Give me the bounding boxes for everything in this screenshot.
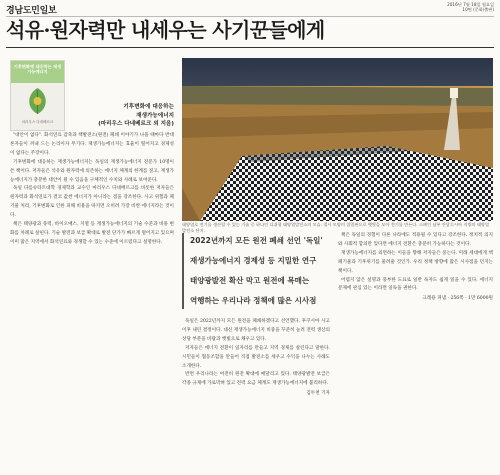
paragraph: "대안이 없다". 화석연료 감축과 핵발전소(원전) 폐쇄 이야기가 나올 때마다 반대론자들이 꺼내 드는 논리이자 무기다. 재생가능에너지는 효율이 떨어지고 경제성이 없다는 주장이다. (10, 133, 174, 156)
headline-rule (6, 47, 494, 48)
paragraph: 기후변화에 대응하는 재생가능에너지는 독일의 재생가능에너지 전문가 10명이 쓴 책이다. 저자들은 석유와 원자력에 의존하는 에너지 체계의 한계를 짚고, 재생가능에너지가 충분한 대안이 될 수 있음을 구체적인 수치와 사례로 보여준다. (10, 159, 174, 183)
book-cover-author: 마리우스 다네베르크 (21, 120, 54, 124)
article-column-2 (182, 318, 330, 472)
book-publication-info: 크레용 펴냄 · 256쪽 · 1만 6000원 (422, 296, 493, 302)
paragraph: 재생가능에너지를 외면하는 이들을 향해 저자들은 묻는다. 미래 세대에게 핵폐기물과 기후위기를 물려줄 것인가. 우리 정책 방향에 많은 시사점을 던지는 책이다. (338, 250, 493, 274)
masthead (6, 2, 494, 17)
issue-date: 2016년 7월 18일 월요일 (447, 2, 494, 7)
issue-page: 10면 (문화/출판) (462, 7, 494, 12)
reporter-credit: 김두천 기자 (306, 391, 330, 397)
photo-caption: 태양열로 전기를 생산할 수 있는 기술 중 하나인 디쉬형 태양열발전소의 모습. 접시 모양의 집열판으로 햇빛을 모아 전기를 만든다. 스페인 남부 안달루시아 지방의 태양열발전소 단지. (182, 222, 490, 233)
book-caption-title: 재생가능에너지 (136, 112, 174, 119)
book-cover-title: 기후변화에 대응하는 재생가능에너지 (13, 64, 62, 74)
issue-meta (447, 2, 494, 12)
newspaper-name: 경남도민일보 (6, 6, 57, 16)
solar-plant-photo (182, 58, 493, 221)
paragraph: 독일은 2022년까지 모든 원전을 폐쇄하겠다고 선언했다. 후쿠시마 사고 이후 내린 결정이다. 대신 재생가능에너지 비중을 꾸준히 늘려 전력 생산의 상당 부분을 바람과 햇빛으로 채우고 있다. (182, 319, 330, 342)
paragraph: 저자들은 에너지 전환이 일자리를 만들고 지역 경제를 살린다고 말한다. 시민들이 협동조합을 만들어 직접 발전소를 세우고 수익을 나누는 사례도 소개한다. (182, 345, 330, 369)
paragraph: 반면 우리나라는 여전히 원전 확대에 매달리고 있다. 태양광발전 보급은 각종 규제에 가로막혀 있고 전력 요금 체계도 재생가능에너지에 불리하다. (182, 372, 330, 387)
deck-accent-bar (182, 233, 184, 309)
solar-field-image (182, 58, 493, 221)
leaf-icon (24, 86, 51, 116)
book-cover (10, 60, 65, 131)
article-headline: 석유·원자력만 내세우는 사기꾼들에게 (6, 18, 325, 42)
paragraph: 독일 다름슈타트대학 경제학과 교수인 마리우스 다네베르크를 비롯한 저자들은 원자력과 화석연료가 결코 값싼 에너지가 아니라는 점을 강조한다. 사고 위험과 폐기물 처리, 기후변화로 인한 피해 비용을 따지면 오히려 가장 비싼 에너지라는 것이다. (10, 186, 174, 219)
paragraph: 책은 독일의 경험이 다른 나라에도 적용될 수 있다고 강조한다. 정치적 의지와 사회적 합의만 있다면 에너지 전환은 충분히 가능하다는 것이다. (338, 233, 493, 247)
book-caption (70, 103, 174, 129)
deck-line: 2022년까지 모든 원전 폐쇄 선언 '독일' (190, 236, 323, 245)
book-caption-author: (마리우스 다네베르크 외 지음) (98, 121, 174, 128)
paragraph: 어렵지 않은 설명과 풍부한 도표로 일반 독자도 쉽게 읽을 수 있다. 에너지 문제에 관심 있는 이라면 일독을 권한다. (338, 277, 493, 292)
paragraph: 책은 태양광과 풍력, 바이오매스, 지열 등 재생가능에너지의 기술 수준과 비용 변화를 차례로 살핀다. 기술 발전과 보급 확대로 발전 단가가 빠르게 떨어지고 있으며 이미 많은 지역에서 화석연료와 경쟁할 수 있는 수준에 이르렀다고 설명한다. (10, 222, 174, 245)
deck-line: 역행하는 우리나라 정책에 많은 시사점 (190, 296, 317, 305)
article-column-1 (10, 132, 174, 472)
deck-line: 재생가능에너지 경제성 등 지밀한 연구 (190, 256, 317, 265)
article-column-3 (338, 232, 493, 472)
book-caption-line: 기후변화에 대응하는 (123, 104, 174, 110)
deck-line: 태양광발전 확산 막고 원전에 목매는 (190, 276, 310, 285)
